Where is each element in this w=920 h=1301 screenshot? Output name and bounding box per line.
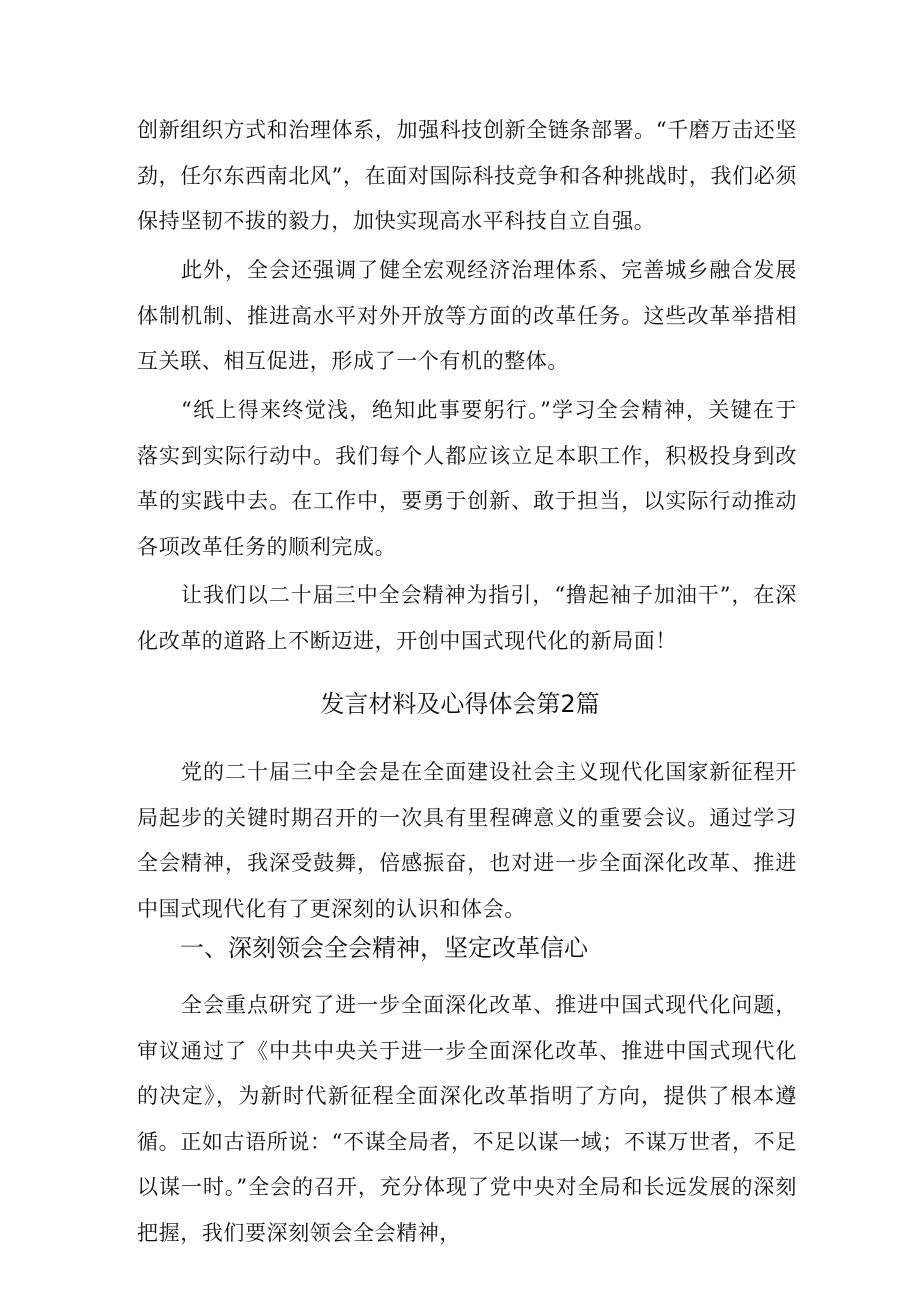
section-heading-1: 一、深刻领会全会精神，坚定改革信心 bbox=[180, 934, 588, 962]
paragraph-decision: 全会重点研究了进一步全面深化改革、推进中国式现代化问题，审议通过了《中共中央关于进一步全面深化改革、推进中国式现代化的决定》，为新时代新征程全面深化改革指明了方向，提供了根本遵循。正如古语所说：“不谋全局者，不足以谋一域；不谋万世者，不足以谋一时。”全会的召开，充分体现了党中央对全局和长远发展的深刻把握，我们要深刻领会全会精神， bbox=[137, 993, 797, 1245]
paragraph-other-reforms: 此外，全会还强调了健全宏观经济治理体系、完善城乡融合发展体制机制、推进高水平对外开放等方面的改革任务。这些改革举措相互关联、相互促进，形成了一个有机的整体。 bbox=[137, 258, 797, 373]
paragraph-practice: “纸上得来终觉浅，绝知此事要躬行。”学习全会精神，关键在于落实到实际行动中。我们每个人都应该立足本职工作，积极投身到改革的实践中去。在工作中，要勇于创新、敢于担当，以实际行动推动各项改革任务的顺利完成。 bbox=[137, 398, 797, 559]
paragraph-tech-innovation: 创新组织方式和治理体系，加强科技创新全链条部署。“千磨万击还坚劲，任尔东西南北风”，在面对国际科技竞争和各种挑战时，我们必须保持坚韧不拔的毅力，加快实现高水平科技自立自强。 bbox=[137, 118, 797, 233]
paragraph-closing: 让我们以二十届三中全会精神为指引，“撸起袖子加油干”，在深化改革的道路上不断迈进，开创中国式现代化的新局面！ bbox=[137, 583, 797, 653]
article-title: 发言材料及心得体会第2篇 bbox=[320, 690, 600, 718]
paragraph-intro: 党的二十届三中全会是在全面建设社会主义现代化国家新征程开局起步的关键时期召开的一次具有里程碑意义的重要会议。通过学习全会精神，我深受鼓舞，倍感振奋，也对进一步全面深化改革、推进中国式现代化有了更深刻的认识和体会。 bbox=[137, 760, 797, 921]
